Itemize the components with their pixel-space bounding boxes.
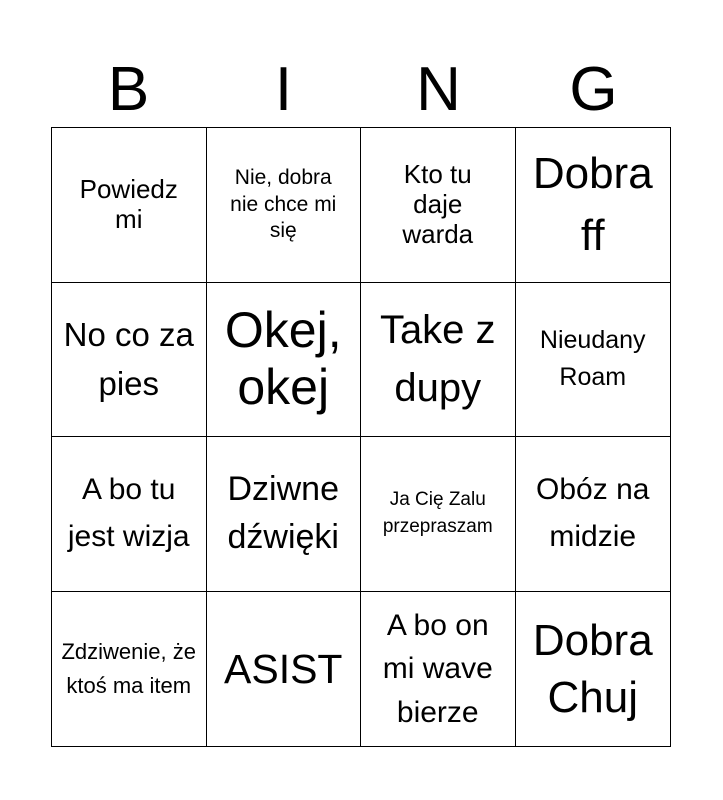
bingo-header (51, 52, 671, 128)
bingo-cell[interactable] (361, 592, 516, 747)
cell-text: No co za pies (63, 315, 194, 403)
cell-text: Ja Cię Zalu przepraszam (382, 489, 493, 537)
cell-text: A bo tu jest wizja (67, 473, 190, 553)
bingo-cell[interactable] (52, 128, 207, 283)
bingo-cell[interactable] (516, 128, 671, 283)
bingo-cell[interactable] (361, 128, 516, 283)
cell-text: Dobra ff (532, 149, 653, 260)
cell-text: Nieudany Roam (539, 325, 646, 392)
cell-text: A bo on mi wave bierze (382, 608, 493, 729)
cell-text: Kto tu daje warda (402, 158, 474, 249)
bingo-cell[interactable] (207, 592, 362, 747)
bingo-board (51, 127, 671, 747)
bingo-cell[interactable] (207, 437, 362, 592)
cell-text: Okej, okej (224, 301, 342, 416)
cell-text: Powiedz mi (79, 173, 178, 234)
header-letter-n: N (416, 55, 461, 124)
bingo-cell[interactable] (52, 283, 207, 438)
bingo-cell[interactable] (516, 437, 671, 592)
cell-text: Dobra Chuj (532, 615, 653, 722)
bingo-cell[interactable] (516, 283, 671, 438)
bingo-cell[interactable] (516, 592, 671, 747)
bingo-cell[interactable] (52, 592, 207, 747)
bingo-cell[interactable] (361, 283, 516, 438)
header-letter-i: I (274, 55, 293, 124)
bingo-cell[interactable] (361, 437, 516, 592)
cell-text: Obóz na midzie (536, 473, 650, 553)
bingo-cell[interactable] (52, 437, 207, 592)
cell-text: Dziwne dźwięki (227, 470, 339, 556)
bingo-cell[interactable] (207, 283, 362, 438)
header-letter-g: G (569, 55, 618, 124)
cell-text: Nie, dobra nie chce mi się (230, 166, 337, 242)
cell-text: Take z dupy (379, 308, 496, 411)
bingo-cell[interactable] (207, 128, 362, 283)
header-letter-b: B (107, 55, 150, 124)
cell-text: ASIST (224, 645, 343, 692)
cell-text: Zdziwenie, że ktoś ma item (61, 638, 196, 698)
